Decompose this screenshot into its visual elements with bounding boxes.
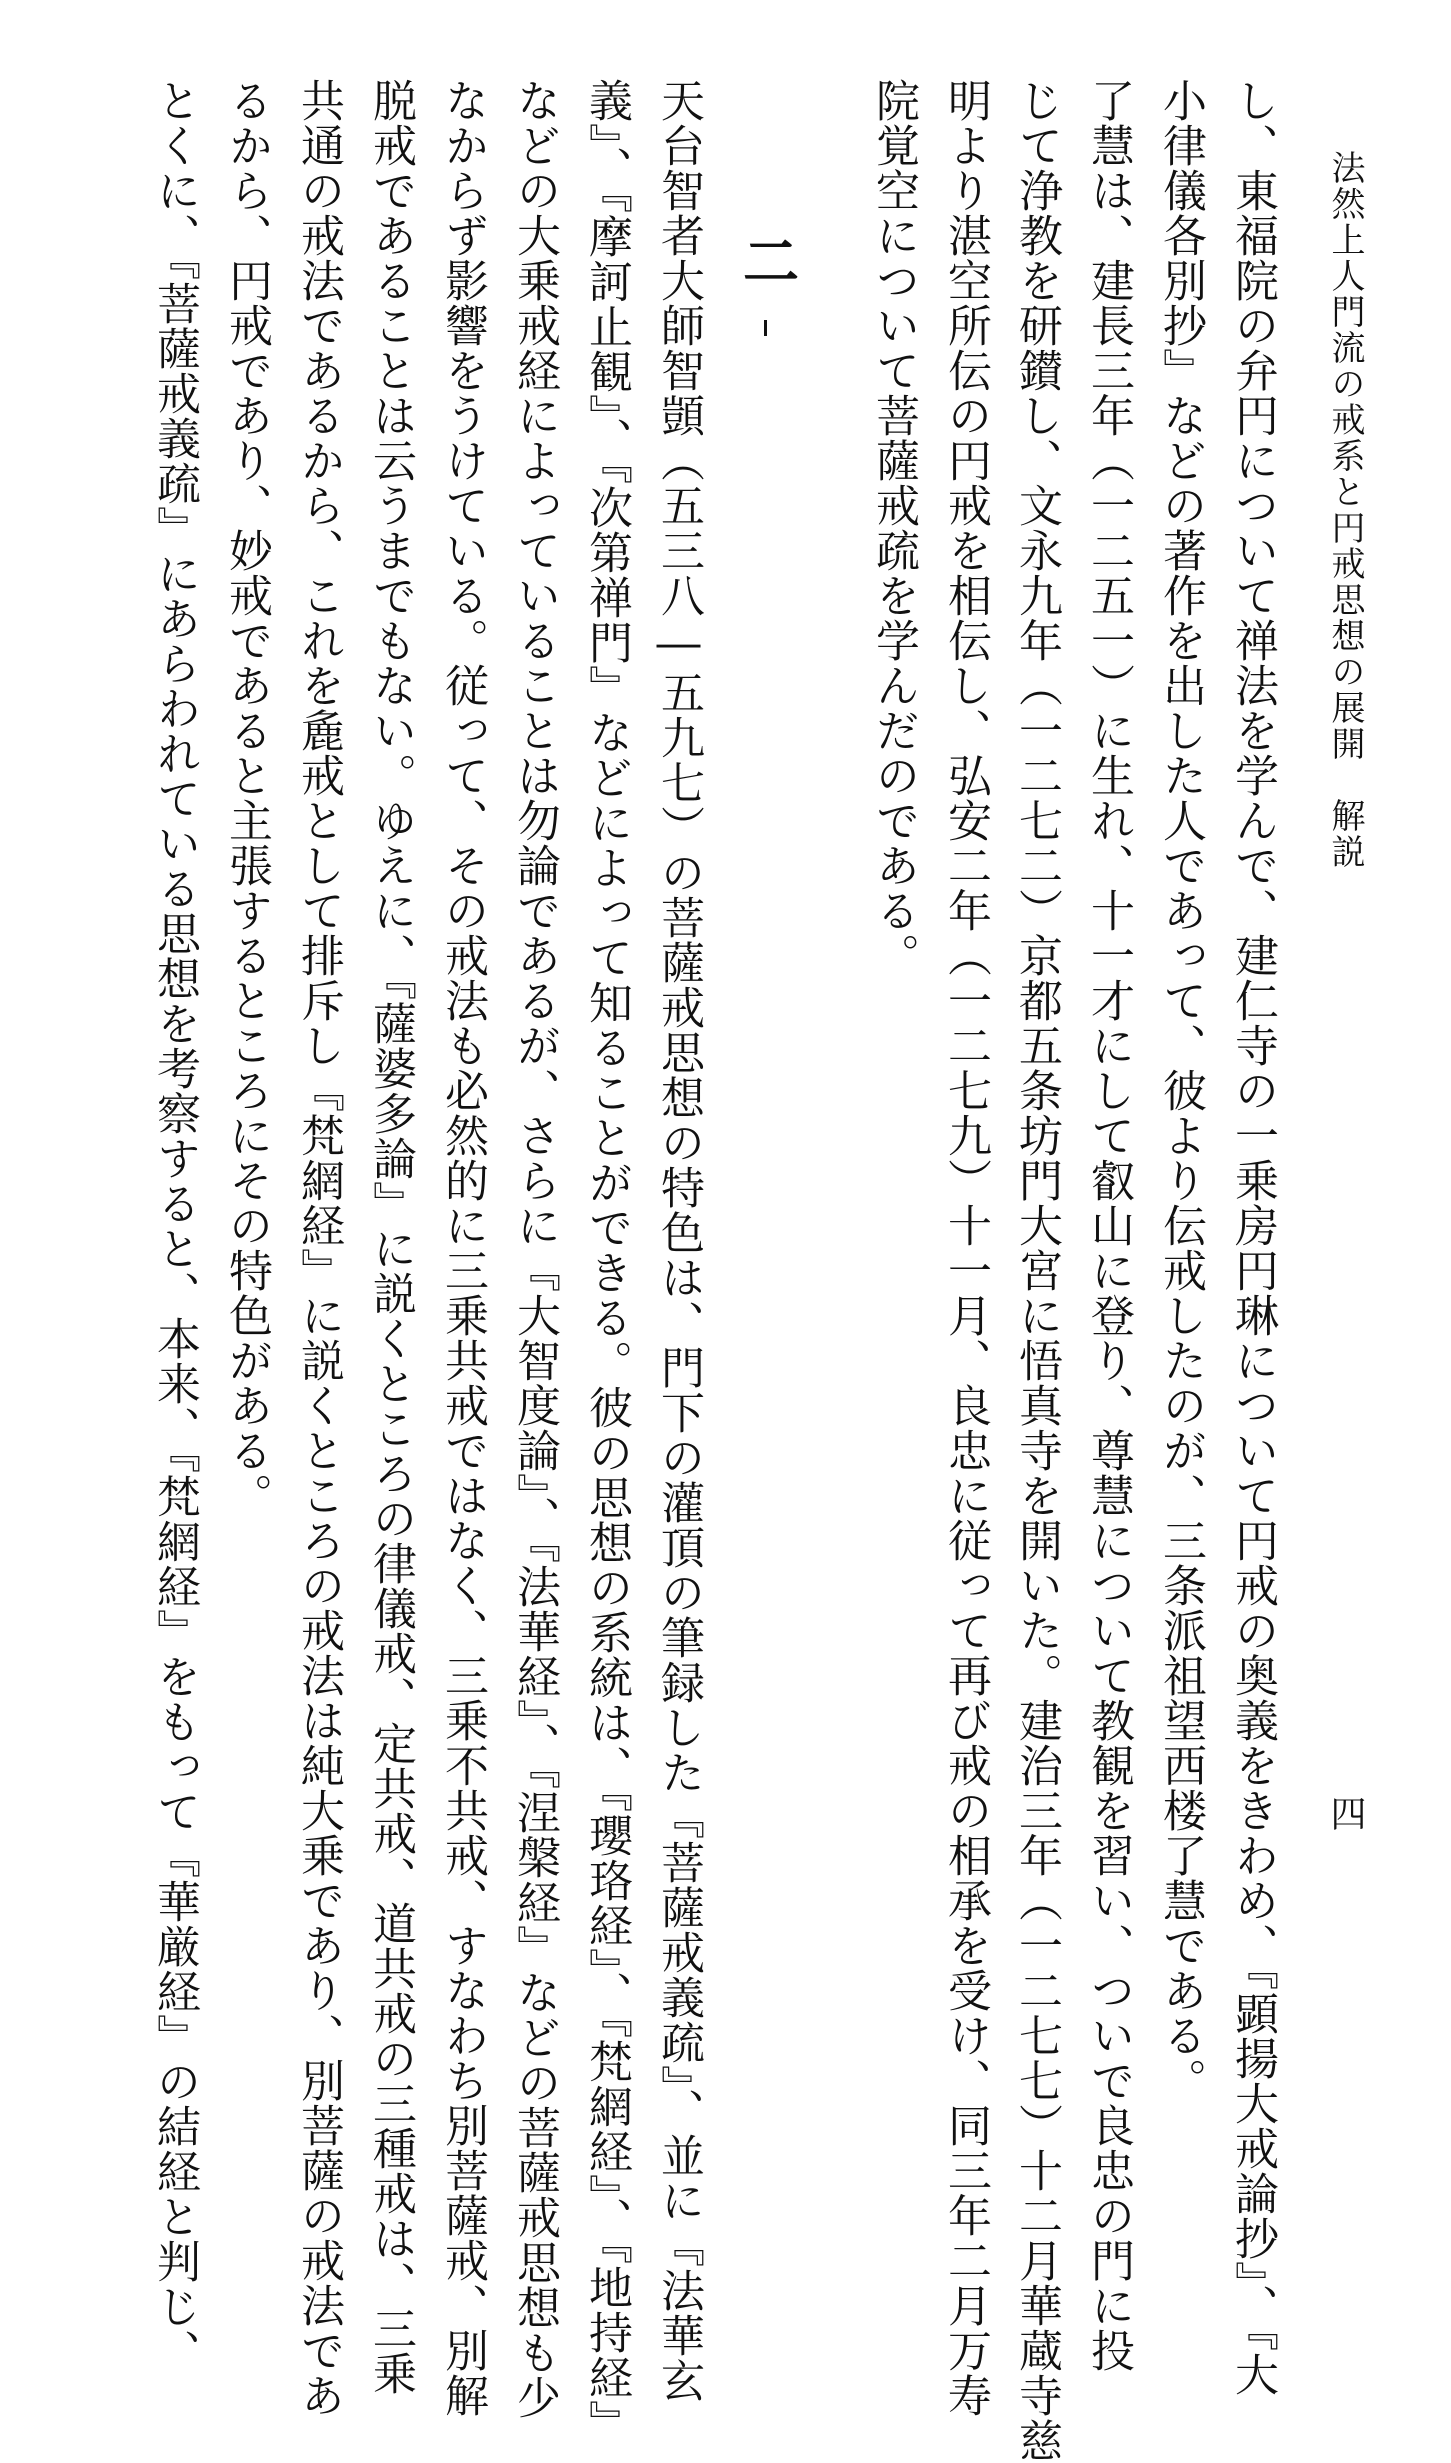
text-line: とくに、『菩薩戒義疏』にあらわれている思想を考察すると、本来、『梵網経』をもって『華厳経』の結経と判じ、 [149,78,200,2374]
text-line: 義』、『摩訶止観』、『次第禅門』などによって知ることができる。彼の思想の系統は、『瓔珞経』、『梵網経』、『地持経』 [581,78,632,2445]
section-mark [764,320,767,336]
text-line: なからず影響をうけている。従って、その戒法も必然的に三乗共戒ではなく、三乗不共戒、すなわち別菩薩戒、別解 [437,78,488,2418]
text-line: し、東福院の弁円について禅法を学んで、建仁寺の一乗房円琳について円戒の奥義をきわめ、『顕揚大戒論抄』、『大 [1227,78,1278,2397]
running-title: 法然上人門流の戒系と円戒思想の展開 解説 [1325,150,1365,870]
page-number: 四 [1325,1795,1366,1831]
text-line: じて浄教を研鑚し、文永九年（一二七二）京都五条坊門大宮に悟真寺を開いた。建治三年（一二七七）十二月華蔵寺慈 [1011,78,1062,2463]
text-line: 共通の戒法であるから、これを麁戒として排斥し『梵網経』に説くところの戒法は純大乗であり、別菩薩の戒法であ [293,78,344,2418]
text-line: 小律儀各別抄』などの著作を出した人であって、彼より伝戒したのが、三条派祖望西楼了慧である。 [1155,78,1206,2103]
text-line: 了慧は、建長三年（一二五一）に生れ、十一才にして叡山に登り、尊慧について教観を習い、ついで良忠の門に投 [1083,78,1134,2373]
section-number: 二 [734,232,800,288]
text-line: 天台智者大師智顗（五三八―五九七）の菩薩戒思想の特色は、門下の灌頂の筆録した『菩薩戒義疏』、並に『法華玄 [653,78,704,2403]
text-line: るから、円戒であり、妙戒であると主張するところにその特色がある。 [221,78,272,1518]
text-line: 院覚空について菩薩戒疏を学んだのである。 [868,78,919,978]
text-line: 脱戒であることは云うまでもない。ゆえに、『薩婆多論』に説くところの律儀戒、定共戒、道共戒の三種戒は、三乗 [365,78,416,2396]
text-line: 明より湛空所伝の円戒を相伝し、弘安二年（一二七九）十一月、良忠に従って再び戒の相承を受け、同三年二月万寿 [940,78,991,2418]
text-line: などの大乗戒経によっていることは勿論であるが、さらに『大智度論』、『法華経』、『涅槃経』などの菩薩戒思想も少 [509,78,560,2420]
